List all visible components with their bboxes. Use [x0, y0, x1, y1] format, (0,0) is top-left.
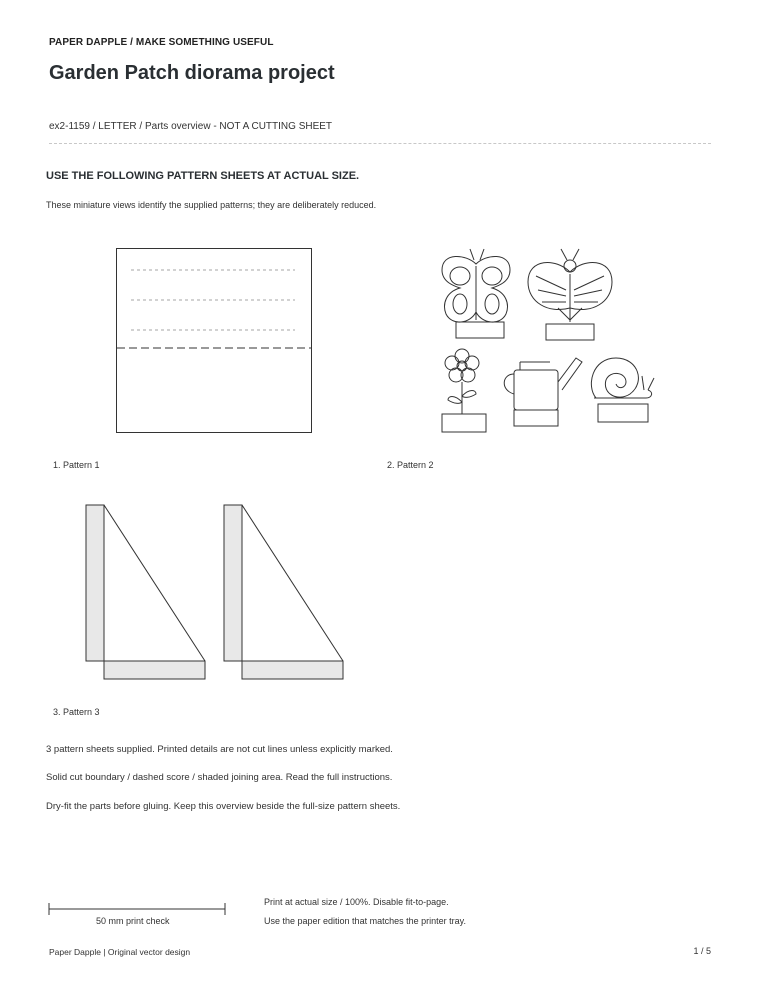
- instructions-note: These miniature views identify the supplied patterns; they are deliberately reduced.: [46, 200, 377, 210]
- bee-outline-icon: [528, 249, 612, 340]
- print-note: Print at actual size / 100%. Disable fit-to-page.: [264, 897, 449, 907]
- brand-line: PAPER DAPPLE / MAKE SOMETHING USEFUL: [49, 37, 274, 48]
- page-number: 1 / 5: [693, 946, 711, 956]
- pattern-3-caption: 3. Pattern 3: [53, 707, 100, 717]
- document-meta: ex2-1159 / LETTER / Parts overview - NOT A CUTTING SHEET: [49, 121, 333, 132]
- pattern-1-preview: [115, 247, 315, 437]
- print-check-ruler: [48, 901, 228, 917]
- support-piece-right: [224, 505, 343, 679]
- watering-can-outline-icon: [504, 358, 582, 426]
- pattern-2-caption: 2. Pattern 2: [387, 460, 434, 470]
- support-piece-left: [86, 505, 205, 679]
- info-paragraph: 3 pattern sheets supplied. Printed details are not cut lines unless explicitly marked.: [46, 744, 393, 755]
- info-paragraph: Dry-fit the parts before gluing. Keep this overview beside the full-size pattern sheets.: [46, 801, 401, 812]
- footer-credit: Paper Dapple | Original vector design: [49, 947, 191, 957]
- pattern-3-preview: [84, 503, 354, 688]
- header-divider: [49, 143, 711, 144]
- butterfly-outline-icon: [442, 249, 510, 338]
- pattern-1-caption: 1. Pattern 1: [53, 460, 100, 470]
- flower-outline-icon: [442, 349, 486, 432]
- ruler-label: 50 mm print check: [96, 916, 170, 926]
- page-title: Garden Patch diorama project: [49, 62, 335, 84]
- instructions-heading: USE THE FOLLOWING PATTERN SHEETS AT ACTUAL SIZE.: [46, 170, 360, 182]
- paper-note: Use the paper edition that matches the printer tray.: [264, 916, 466, 926]
- info-paragraph: Solid cut boundary / dashed score / shaded joining area. Read the full instructions.: [46, 772, 393, 783]
- snail-outline-icon: [591, 358, 654, 422]
- pattern-2-preview: [436, 246, 666, 441]
